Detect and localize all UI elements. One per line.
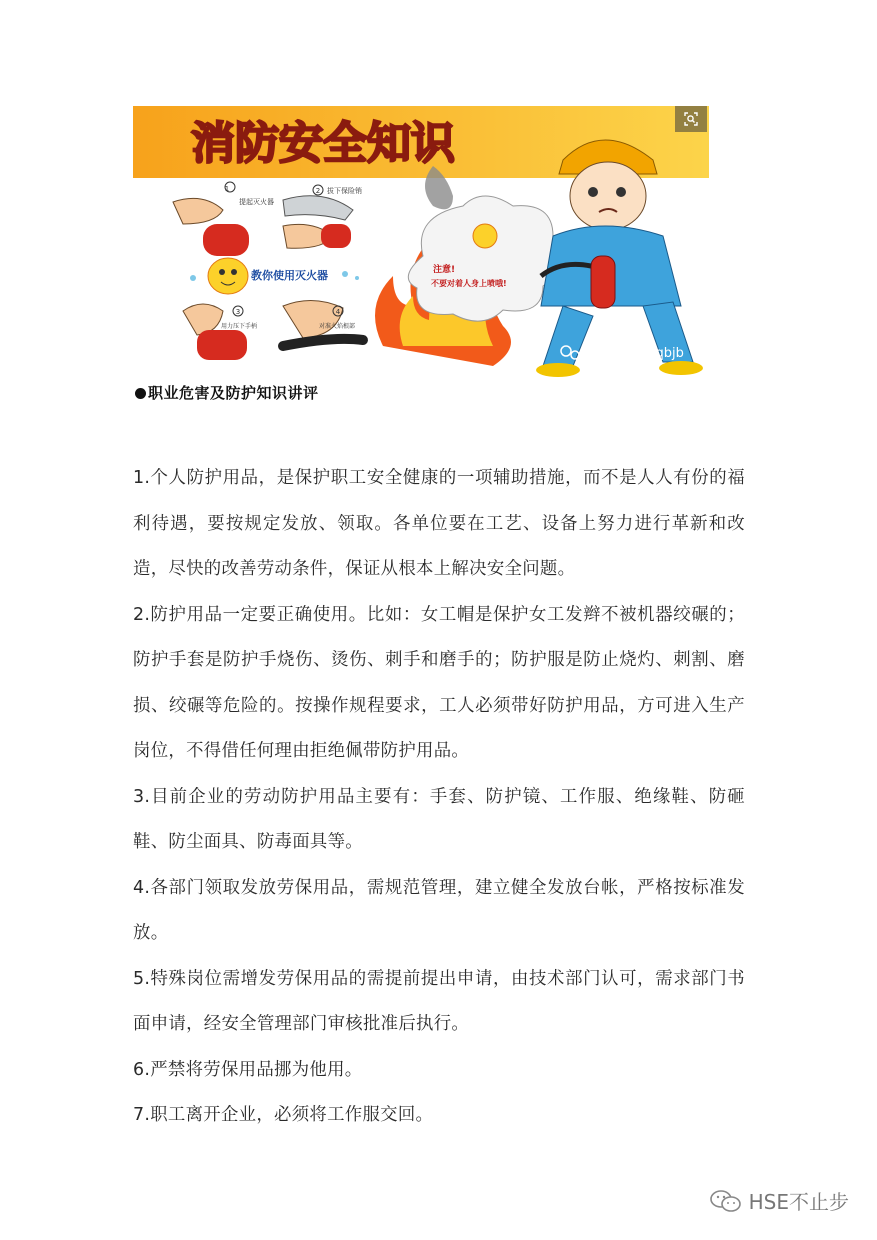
paragraph-2: 2.防护用品一定要正确使用。比如：女工帽是保护女工发辫不被机器绞碾的；防护手套是防护手烧伤、烫伤、刺手和磨手的；防护服是防止烧灼、刺割、磨损、绞碾等危险的。按操作规程要求，工人必须带好防护用品，方可进入生产岗位，不得借任何理由拒绝佩带防护用品。	[133, 604, 745, 761]
search-icon	[683, 111, 699, 127]
paragraph-7: 7.职工离开企业，必须将工作服交回。	[133, 1105, 434, 1125]
svg-text:提起灭火器: 提起灭火器	[239, 198, 274, 206]
paragraph-4: 4.各部门领取发放劳保用品，需规范管理，建立健全发放台帐，严格按标准发放。	[133, 877, 745, 943]
svg-text:微信号: bzaqbjb: 微信号: bzaqbjb	[585, 346, 684, 361]
section-heading: 职业危害及防护知识讲评	[135, 382, 319, 403]
article-body	[133, 456, 745, 1139]
svg-text:1: 1	[224, 185, 230, 193]
paragraph-6: 6.严禁将劳保用品挪为他用。	[133, 1059, 363, 1080]
svg-text:2: 2	[315, 187, 321, 195]
svg-text:3: 3	[235, 308, 241, 316]
svg-text:对准火焰根部: 对准火焰根部	[319, 323, 356, 330]
wechat-icon	[709, 1189, 743, 1213]
brand-name: HSE不止步	[748, 1190, 849, 1214]
poster-title: 消防安全知识	[191, 118, 455, 169]
svg-text:教你使用灭火器: 教你使用灭火器	[251, 269, 328, 282]
fire-safety-poster	[133, 106, 709, 379]
svg-text:拔下保险销: 拔下保险销	[327, 187, 362, 195]
bullet-icon	[135, 388, 146, 399]
footer-brand	[709, 1186, 849, 1215]
svg-text:4: 4	[335, 308, 341, 316]
paragraph-5: 5.特殊岗位需增发劳保用品的需提前提出申请，由技术部门认可，需求部门书面申请，经安全管理部门审核批准后执行。	[133, 968, 745, 1034]
image-zoom-button[interactable]	[675, 106, 707, 132]
poster-illustration	[133, 106, 709, 379]
svg-text:注意!: 注意!	[433, 265, 456, 275]
svg-text:不要对着人身上喷哦!: 不要对着人身上喷哦!	[431, 279, 507, 288]
paragraph-1: 1.个人防护用品，是保护职工安全健康的一项辅助措施，而不是人人有份的福利待遇，要按规定发放、领取。各单位要在工艺、设备上努力进行革新和改造，尽快的改善劳动条件，保证从根本上解决安全问题。	[133, 468, 745, 579]
paragraph-3: 3.目前企业的劳动防护用品主要有：手套、防护镜、工作服、绝缘鞋、防砸鞋、防尘面具、防毒面具等。	[133, 786, 745, 852]
svg-text:用力压下手柄: 用力压下手柄	[221, 323, 258, 330]
